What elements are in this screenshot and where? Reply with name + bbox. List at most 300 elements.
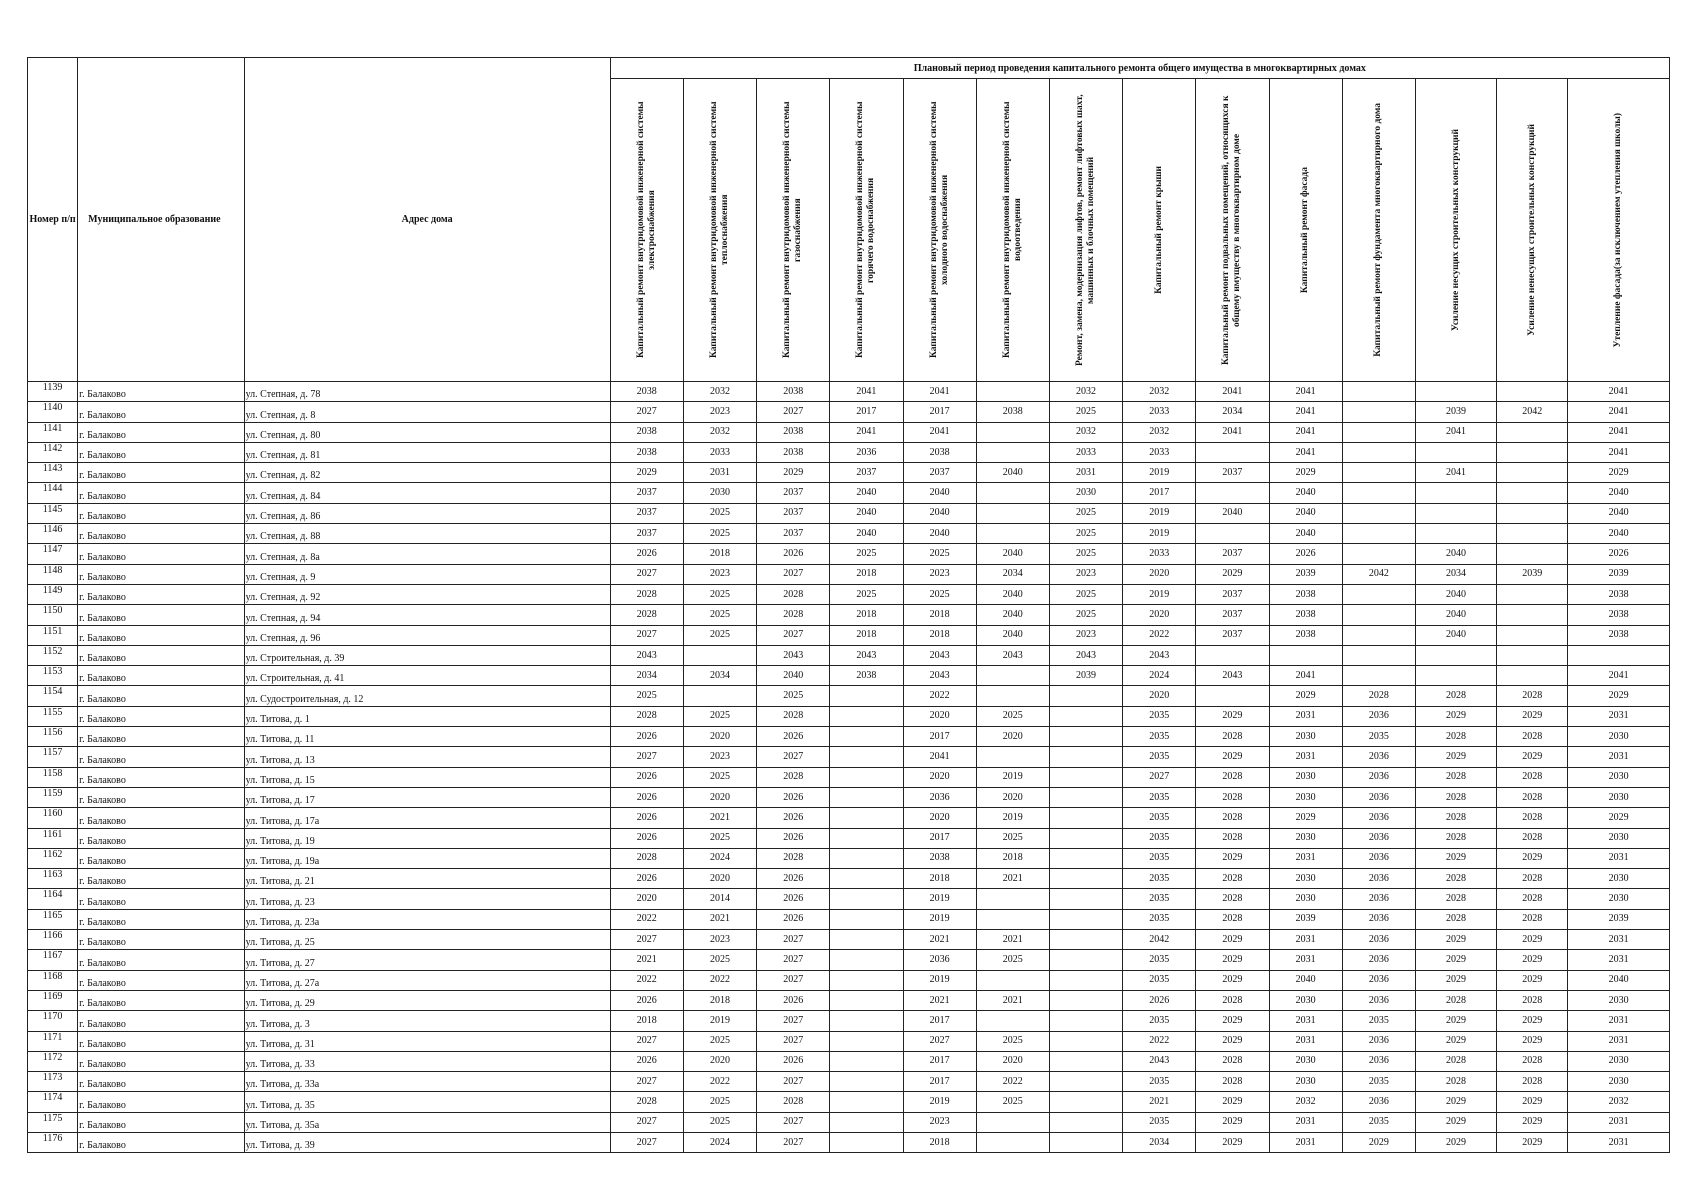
row-year-cell [1342,442,1415,462]
row-number: 1143 [28,463,78,483]
row-year-cell: 2019 [903,889,976,909]
row-year-cell: 2028 [757,1092,830,1112]
row-year-cell: 2029 [1196,950,1269,970]
row-year-cell: 2036 [1342,808,1415,828]
row-year-cell: 2029 [1497,1011,1568,1031]
row-year-cell: 2040 [1269,970,1342,990]
row-year-cell: 2025 [683,950,756,970]
row-year-cell: 2024 [683,848,756,868]
row-year-cell: 2029 [1415,1011,1496,1031]
row-year-cell [1269,645,1342,665]
row-year-cell: 2030 [1568,869,1670,889]
row-address: ул. Степная, д. 78 [244,382,610,402]
row-number: 1175 [28,1112,78,1132]
row-year-cell: 2017 [903,1072,976,1092]
row-year-cell: 2029 [1269,808,1342,828]
row-year-cell: 2037 [610,483,683,503]
row-year-cell [1497,382,1568,402]
row-year-cell: 2027 [610,930,683,950]
row-year-cell: 2035 [1123,950,1196,970]
row-year-cell [1342,402,1415,422]
row-year-cell: 2028 [1415,909,1496,929]
row-year-cell: 2027 [610,1112,683,1132]
row-address: ул. Титова, д. 19а [244,848,610,868]
row-year-cell: 2030 [683,483,756,503]
row-number: 1153 [28,666,78,686]
row-year-cell [1568,645,1670,665]
row-year-cell: 2025 [683,524,756,544]
column-header-label: Капитальный ремонт фасада [1300,166,1311,294]
row-year-cell: 2029 [1415,706,1496,726]
table-row [28,524,1670,544]
row-year-cell: 2029 [1497,950,1568,970]
row-address: ул. Титова, д. 11 [244,727,610,747]
row-year-cell: 2025 [830,584,903,604]
row-year-cell: 2027 [757,1072,830,1092]
row-year-cell: 2036 [903,787,976,807]
row-year-cell: 2028 [1497,808,1568,828]
row-year-cell: 2025 [683,1031,756,1051]
row-year-cell: 2032 [1123,422,1196,442]
row-year-cell: 2030 [1269,787,1342,807]
row-number: 1173 [28,1072,78,1092]
row-year-cell: 2028 [1415,787,1496,807]
row-municipality: г. Балаково [78,564,244,584]
table-row [28,970,1670,990]
row-year-cell: 2036 [1342,828,1415,848]
row-address: ул. Титова, д. 1 [244,706,610,726]
row-year-cell: 2030 [1568,787,1670,807]
row-year-cell: 2035 [1123,848,1196,868]
row-municipality: г. Балаково [78,1112,244,1132]
row-year-cell: 2025 [976,706,1049,726]
row-number: 1155 [28,706,78,726]
row-year-cell: 2040 [1269,503,1342,523]
row-year-cell: 2040 [1196,503,1269,523]
table-row [28,909,1670,929]
row-year-cell: 2029 [757,463,830,483]
row-year-cell: 2029 [1415,747,1496,767]
column-header-label: Капитальный ремонт внутридомовой инженерной системы электроснабжения [635,101,657,359]
row-year-cell: 2038 [1269,584,1342,604]
row-year-cell: 2040 [976,625,1049,645]
column-header-label: Капитальный ремонт внутридомовой инженерной системы газоснабжения [782,101,804,359]
row-number: 1150 [28,605,78,625]
row-year-cell: 2037 [1196,625,1269,645]
row-year-cell: 2030 [1568,767,1670,787]
row-year-cell: 2018 [976,848,1049,868]
row-year-cell: 2038 [903,848,976,868]
row-year-cell [1342,422,1415,442]
row-year-cell: 2029 [1342,1132,1415,1152]
row-municipality: г. Балаково [78,869,244,889]
row-address: ул. Строительная, д. 39 [244,645,610,665]
row-year-cell [976,970,1049,990]
table-row [28,463,1670,483]
row-year-cell: 2025 [683,503,756,523]
table-row [28,442,1670,462]
row-year-cell: 2024 [1123,666,1196,686]
row-year-cell: 2029 [1196,1112,1269,1132]
row-year-cell: 2019 [903,970,976,990]
row-address: ул. Степная, д. 80 [244,422,610,442]
row-year-cell: 2027 [757,930,830,950]
row-year-cell: 2041 [1415,463,1496,483]
row-year-cell: 2036 [1342,930,1415,950]
row-year-cell: 2018 [903,605,976,625]
row-year-cell: 2026 [757,889,830,909]
row-year-cell: 2028 [1415,808,1496,828]
row-number: 1171 [28,1031,78,1051]
row-year-cell [1049,848,1122,868]
row-year-cell: 2035 [1123,1011,1196,1031]
column-header-label: Усиление несущих строительных конструкций [1450,128,1461,332]
row-year-cell [1342,463,1415,483]
row-year-cell: 2033 [1123,544,1196,564]
row-year-cell [830,787,903,807]
row-year-cell [1196,483,1269,503]
row-year-cell: 2030 [1269,990,1342,1010]
row-year-cell: 2029 [1415,950,1496,970]
row-year-cell [1049,1132,1122,1152]
column-header [1342,79,1415,382]
row-year-cell: 2025 [683,1112,756,1132]
row-year-cell: 2023 [683,747,756,767]
row-year-cell: 2034 [1415,564,1496,584]
row-municipality: г. Балаково [78,645,244,665]
row-year-cell: 2038 [1568,584,1670,604]
table-row [28,1011,1670,1031]
row-year-cell: 2023 [903,1112,976,1132]
row-year-cell [1342,645,1415,665]
row-year-cell: 2031 [1269,848,1342,868]
row-year-cell: 2031 [1568,706,1670,726]
row-year-cell [830,930,903,950]
row-year-cell [1196,524,1269,544]
row-year-cell [976,666,1049,686]
table-row [28,869,1670,889]
row-year-cell: 2031 [1568,848,1670,868]
row-year-cell [1196,442,1269,462]
row-year-cell: 2018 [683,990,756,1010]
table-row [28,848,1670,868]
row-year-cell: 2018 [683,544,756,564]
row-year-cell: 2025 [976,1092,1049,1112]
row-year-cell [830,1011,903,1031]
row-year-cell [976,442,1049,462]
row-year-cell: 2036 [1342,767,1415,787]
row-municipality: г. Балаково [78,666,244,686]
row-year-cell [1497,524,1568,544]
row-municipality: г. Балаково [78,727,244,747]
row-year-cell: 2017 [903,402,976,422]
row-year-cell [683,686,756,706]
row-year-cell: 2024 [683,1132,756,1152]
row-year-cell: 2041 [1568,422,1670,442]
row-year-cell: 2038 [830,666,903,686]
row-year-cell: 2041 [1568,402,1670,422]
row-year-cell: 2018 [830,625,903,645]
row-year-cell: 2042 [1342,564,1415,584]
row-address: ул. Степная, д. 8 [244,402,610,422]
row-municipality: г. Балаково [78,1051,244,1071]
row-year-cell: 2025 [683,625,756,645]
row-year-cell: 2035 [1123,808,1196,828]
column-header [1568,79,1670,382]
row-year-cell: 2020 [683,727,756,747]
row-year-cell [1415,503,1496,523]
row-year-cell: 2043 [1123,1051,1196,1071]
row-year-cell: 2022 [610,909,683,929]
row-year-cell [830,1132,903,1152]
row-year-cell: 2035 [1123,1112,1196,1132]
column-header [903,79,976,382]
row-year-cell [1342,503,1415,523]
row-year-cell: 2038 [1568,625,1670,645]
row-year-cell: 2029 [1196,564,1269,584]
row-year-cell: 2020 [903,706,976,726]
row-year-cell [1049,828,1122,848]
row-year-cell: 2027 [610,402,683,422]
row-year-cell: 2017 [903,1011,976,1031]
table-row [28,544,1670,564]
row-year-cell: 2025 [683,1092,756,1112]
row-number: 1170 [28,1011,78,1031]
row-year-cell [976,686,1049,706]
row-year-cell [1415,524,1496,544]
row-year-cell [830,1072,903,1092]
row-year-cell: 2032 [683,422,756,442]
row-year-cell: 2040 [830,524,903,544]
row-year-cell: 2040 [1415,605,1496,625]
row-year-cell: 2026 [610,808,683,828]
row-year-cell [830,970,903,990]
row-year-cell: 2028 [757,706,830,726]
row-year-cell [1415,442,1496,462]
row-year-cell: 2028 [1196,828,1269,848]
row-year-cell: 2043 [976,645,1049,665]
row-year-cell [1497,666,1568,686]
row-year-cell: 2037 [610,524,683,544]
row-year-cell: 2041 [903,422,976,442]
row-year-cell: 2040 [976,544,1049,564]
row-year-cell: 2026 [610,787,683,807]
row-year-cell: 2030 [1568,889,1670,909]
row-year-cell [976,422,1049,442]
row-year-cell: 2040 [1568,970,1670,990]
row-address: ул. Титова, д. 21 [244,869,610,889]
row-municipality: г. Балаково [78,990,244,1010]
row-year-cell: 2020 [683,787,756,807]
row-year-cell: 2028 [610,605,683,625]
table-row [28,1072,1670,1092]
table-row [28,808,1670,828]
row-year-cell: 2022 [1123,625,1196,645]
row-year-cell [1049,747,1122,767]
table-row [28,1051,1670,1071]
row-year-cell: 2040 [1415,584,1496,604]
row-year-cell: 2029 [1196,970,1269,990]
row-year-cell: 2035 [1123,869,1196,889]
row-year-cell [1049,1112,1122,1132]
column-header [976,79,1049,382]
row-year-cell [976,1132,1049,1152]
row-year-cell: 2043 [830,645,903,665]
row-number: 1154 [28,686,78,706]
row-number: 1160 [28,808,78,828]
row-year-cell: 2019 [683,1011,756,1031]
column-header [1497,79,1568,382]
row-number: 1166 [28,930,78,950]
row-year-cell: 2028 [1497,909,1568,929]
row-year-cell: 2035 [1123,727,1196,747]
row-year-cell: 2031 [1269,950,1342,970]
row-year-cell: 2029 [1497,1132,1568,1152]
row-year-cell [830,990,903,1010]
row-year-cell: 2026 [1123,990,1196,1010]
row-year-cell: 2028 [1196,889,1269,909]
row-year-cell: 2029 [1568,808,1670,828]
row-municipality: г. Балаково [78,930,244,950]
row-municipality: г. Балаково [78,1092,244,1112]
row-year-cell: 2040 [903,503,976,523]
row-year-cell [976,503,1049,523]
row-year-cell: 2031 [1568,950,1670,970]
row-year-cell: 2029 [610,463,683,483]
row-year-cell: 2040 [830,483,903,503]
row-year-cell: 2020 [683,1051,756,1071]
row-year-cell: 2040 [1269,524,1342,544]
row-year-cell: 2027 [610,1132,683,1152]
row-year-cell: 2041 [1568,382,1670,402]
row-year-cell: 2018 [830,564,903,584]
row-year-cell: 2028 [757,848,830,868]
row-year-cell: 2021 [976,990,1049,1010]
row-year-cell: 2031 [1269,1031,1342,1051]
row-year-cell: 2028 [1497,767,1568,787]
row-year-cell: 2037 [1196,605,1269,625]
row-year-cell: 2027 [610,625,683,645]
table-row [28,686,1670,706]
row-number: 1148 [28,564,78,584]
row-year-cell: 2028 [1415,1051,1496,1071]
row-number: 1174 [28,1092,78,1112]
row-year-cell [1049,1051,1122,1071]
row-year-cell: 2034 [683,666,756,686]
row-year-cell: 2037 [1196,544,1269,564]
row-year-cell [1049,970,1122,990]
row-year-cell: 2019 [976,767,1049,787]
row-year-cell: 2037 [1196,584,1269,604]
row-year-cell: 2028 [610,706,683,726]
row-year-cell: 2028 [1196,808,1269,828]
row-year-cell: 2027 [610,1072,683,1092]
row-year-cell: 2026 [757,544,830,564]
row-year-cell [830,706,903,726]
row-municipality: г. Балаково [78,828,244,848]
row-year-cell: 2018 [903,1132,976,1152]
row-year-cell: 2040 [976,463,1049,483]
table-header [28,58,1670,382]
row-address: ул. Титова, д. 35 [244,1092,610,1112]
row-number: 1142 [28,442,78,462]
row-year-cell: 2019 [903,1092,976,1112]
row-year-cell: 2031 [1568,1011,1670,1031]
row-address: ул. Строительная, д. 41 [244,666,610,686]
row-municipality: г. Балаково [78,1011,244,1031]
row-year-cell [1342,524,1415,544]
table-row [28,990,1670,1010]
row-year-cell: 2034 [610,666,683,686]
row-municipality: г. Балаково [78,422,244,442]
row-year-cell: 2030 [1269,869,1342,889]
row-year-cell: 2041 [1269,666,1342,686]
row-year-cell: 2039 [1415,402,1496,422]
row-year-cell: 2023 [683,930,756,950]
row-year-cell [1497,442,1568,462]
row-year-cell: 2025 [1049,605,1122,625]
row-year-cell [1049,706,1122,726]
row-municipality: г. Балаково [78,950,244,970]
row-year-cell: 2025 [683,605,756,625]
row-year-cell: 2042 [1123,930,1196,950]
row-address: ул. Титова, д. 31 [244,1031,610,1051]
column-header [830,79,903,382]
row-year-cell [1342,382,1415,402]
row-year-cell: 2041 [1568,666,1670,686]
row-year-cell: 2028 [1497,869,1568,889]
row-year-cell: 2040 [1568,483,1670,503]
row-municipality: г. Балаково [78,1132,244,1152]
row-year-cell [830,869,903,889]
row-year-cell: 2031 [1568,1112,1670,1132]
column-header-label: Капитальный ремонт фундамента многоквартирного дома [1373,103,1384,357]
row-number: 1158 [28,767,78,787]
row-year-cell: 2029 [1415,848,1496,868]
row-year-cell: 2025 [610,686,683,706]
row-year-cell: 2040 [1568,524,1670,544]
column-header-label: Капитальный ремонт внутридомовой инженерной системы теплоснабжения [708,101,730,359]
row-year-cell [830,767,903,787]
row-year-cell: 2029 [1497,706,1568,726]
row-year-cell: 2027 [757,1132,830,1152]
row-year-cell: 2028 [1342,686,1415,706]
row-year-cell: 2023 [683,564,756,584]
row-year-cell: 2041 [1568,442,1670,462]
row-year-cell: 2038 [610,442,683,462]
row-year-cell: 2017 [903,1051,976,1071]
row-municipality: г. Балаково [78,544,244,564]
row-year-cell: 2028 [1196,990,1269,1010]
row-year-cell: 2026 [610,727,683,747]
row-year-cell: 2037 [610,503,683,523]
row-year-cell [1497,544,1568,564]
row-year-cell [1497,584,1568,604]
column-header-label: Ремонт, замена, модернизация лифтов, ремонт лифтовых шахт, машинных и блочных помещений [1075,94,1096,366]
row-year-cell: 2040 [757,666,830,686]
row-year-cell: 2025 [1049,503,1122,523]
row-year-cell: 2036 [1342,1031,1415,1051]
row-year-cell [1049,767,1122,787]
row-year-cell: 2025 [976,950,1049,970]
row-year-cell: 2028 [610,584,683,604]
header-address: Адрес дома [244,58,610,382]
row-year-cell: 2021 [976,869,1049,889]
row-year-cell: 2017 [1123,483,1196,503]
row-year-cell: 2031 [1568,1132,1670,1152]
table-row [28,1092,1670,1112]
row-year-cell: 2043 [903,645,976,665]
